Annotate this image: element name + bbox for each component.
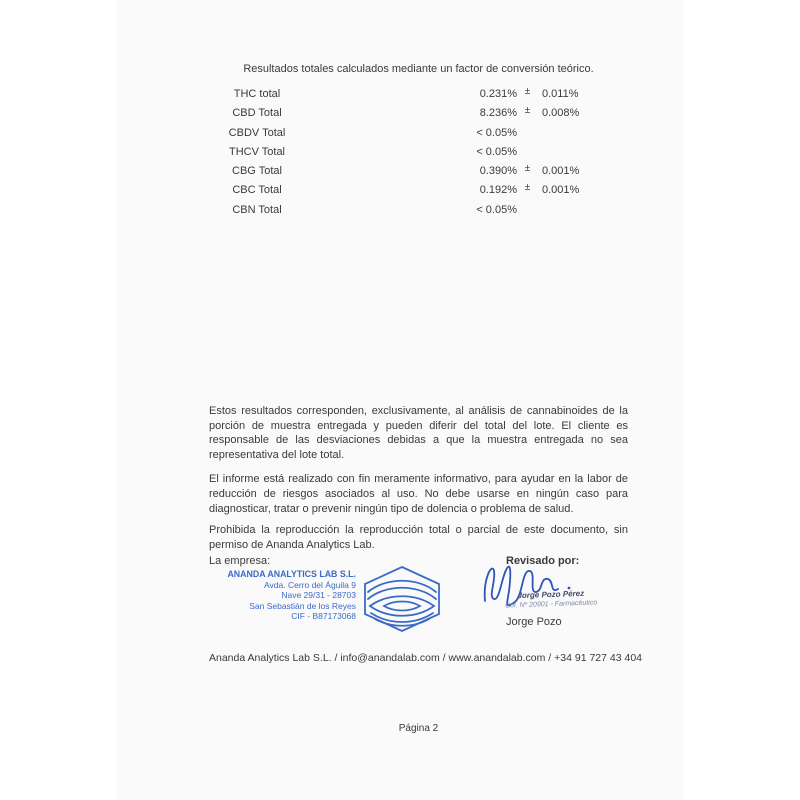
analyte-value: 0.390% [479,165,517,178]
company-stamp-address-line1: Avda. Cerro del Águila 9 [264,579,356,590]
analyte-label: CBC Total [232,184,282,197]
table-row [209,143,628,162]
table-row [209,85,628,104]
disclaimer-paragraph-reproduction: Prohibida la reproducción la reproducción total o parcial de este documento, sin permiso de Ananda Analytics Lab. [209,524,628,551]
analyte-label: CBDV Total [228,126,286,139]
table-row [209,201,628,220]
disclaimer-paragraph-sample: Estos resultados corresponden, exclusivamente, al análisis de cannabinoides de la porción de muestra entregada y pueden diferir del total del lote. El cliente es responsable de las desviaciones debidas a que la muestra entregada no sea representativa del lote total. [209,405,628,461]
reviewer-stamp-title: Col. Nº 20901 - Farmacéutico [505,599,598,611]
analyte-label: THC total [233,88,281,100]
plus-minus-symbol: ± [524,182,531,194]
results-table-caption: Resultados totales calculados mediante un factor de conversión teórico. [243,63,594,75]
table-row [209,124,628,143]
footer-contact-line: Ananda Analytics Lab S.L. / info@anandalab.com / www.anandalab.com / +34 91 727 43 404 [209,652,642,665]
plus-minus-symbol: ± [524,86,531,97]
analyte-label: THCV Total [228,145,286,158]
results-table [209,85,628,220]
plus-minus-symbol: ± [524,105,531,117]
company-stamp [227,569,356,622]
reviewer-stamp [471,588,632,613]
company-stamp-address-line2: Nave 29/31 - 28703 [281,590,356,601]
reviewer-name: Jorge Pozo [506,616,562,629]
page-number: Página 2 [398,723,439,735]
uncertainty-value: 0.001% [542,184,580,197]
analyte-label: CBN Total [232,203,282,216]
document-page [116,0,684,800]
company-stamp-name: ANANDA ANALYTICS LAB S.L. [227,569,356,580]
uncertainty-value: 0.001% [542,165,580,178]
plus-minus-symbol: ± [524,163,531,175]
document-content [209,0,642,735]
analyte-value: < 0.05% [476,126,517,139]
plus-minus-symbol [517,140,538,159]
uncertainty-value: 0.011% [542,88,579,100]
reviewer-stamp-name: Jorge Pozo Pérez [517,589,585,601]
analyte-value: 0.192% [479,184,517,197]
company-stamp-address-line3: San Sebastián de los Reyes [249,600,356,611]
table-row [209,104,628,123]
analyte-label: CBG Total [232,165,282,178]
analyte-value: 0.231% [479,88,517,100]
table-row [209,181,628,200]
reviewed-by-label: Revisado por: [506,555,580,568]
analyte-label: CBD Total [232,107,282,120]
uncertainty-value [538,124,628,143]
uncertainty-value [538,201,628,220]
company-stamp-cif: CIF - B87173068 [291,611,356,622]
analyte-value: 8.236% [479,107,517,120]
signatures-section [209,555,628,649]
plus-minus-symbol [517,198,538,217]
table-row [209,162,628,181]
disclaimer-paragraph-informative: El informe está realizado con fin meramente informativo, para ayudar en la labor de reducción de riesgos asociados al uso. No debe usarse en ningún caso para diagnosticar, tratar o prevenir ningún tipo de dolencia o problema de salud. [209,473,628,515]
uncertainty-value: 0.008% [542,107,580,120]
company-label: La empresa: [209,555,271,568]
uncertainty-value [538,143,628,162]
plus-minus-symbol [517,121,538,140]
analyte-value: < 0.05% [476,203,517,216]
ananda-hexagon-logo-icon [359,565,445,636]
analyte-value: < 0.05% [476,145,517,158]
